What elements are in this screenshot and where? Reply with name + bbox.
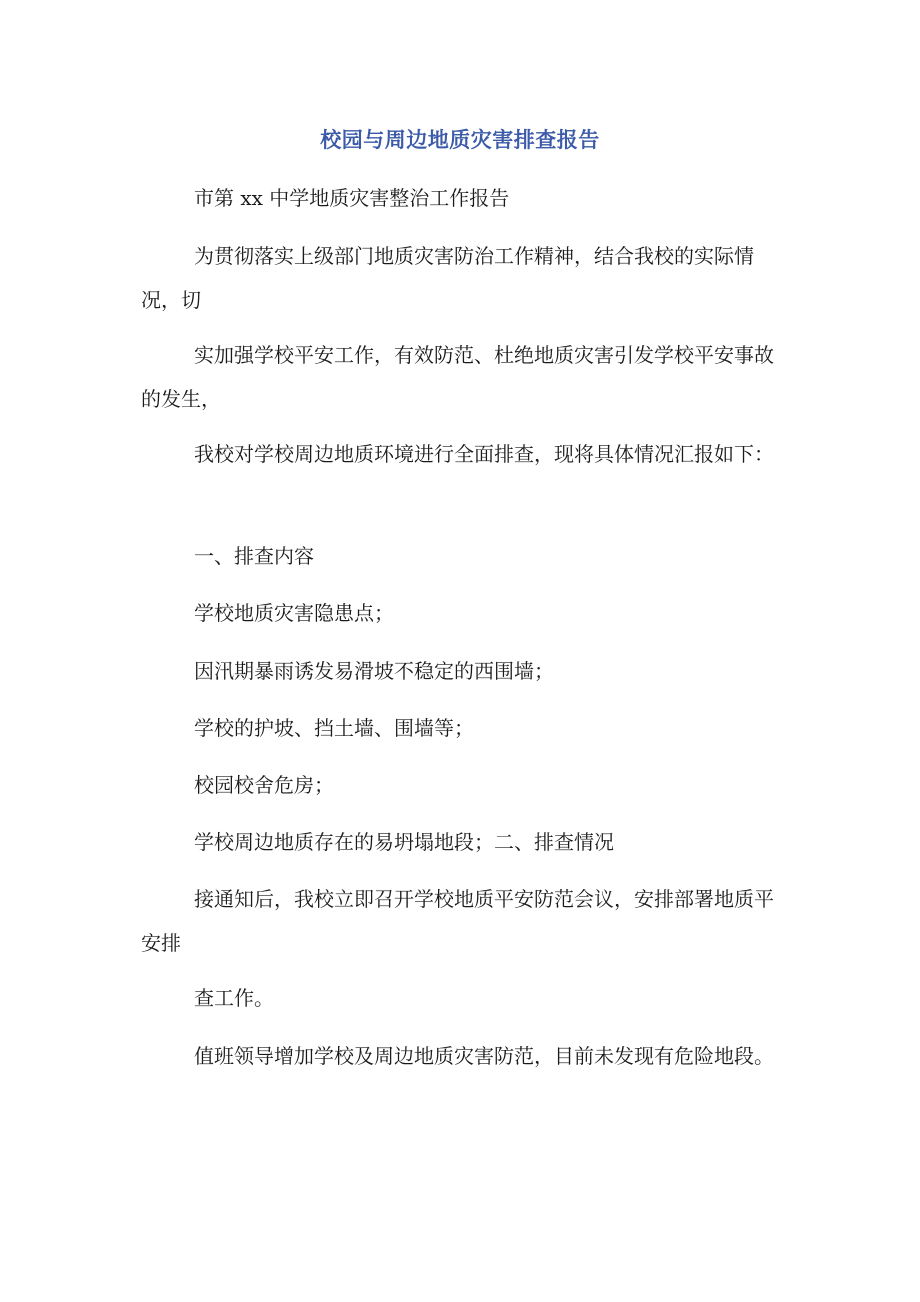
section-heading-inspection-content: 一、排查内容 (194, 544, 314, 568)
paragraph-inspection-1: 接通知后，我校立即召开学校地质平安防范会议，安排部署地质平安排 (141, 887, 774, 955)
document-title: 校园与周边地质灾害排查报告 (320, 128, 600, 152)
list-item: 学校的护坡、挡土墙、围墙等； (194, 716, 474, 740)
paragraph-intro-3: 我校对学校周边地质环境进行全面排查，现将具体情况汇报如下： (194, 442, 774, 466)
paragraph-report-name: 市第 xx 中学地质灾害整治工作报告 (194, 186, 510, 210)
list-item: 因汛期暴雨诱发易滑坡不稳定的西围墙； (194, 659, 554, 683)
paragraph-inspection-2: 查工作。 (194, 986, 274, 1010)
list-item: 学校周边地质存在的易坍塌地段；二、排查情况 (194, 830, 614, 854)
list-item: 校园校舍危房； (194, 773, 334, 797)
paragraph-intro-2: 实加强学校平安工作，有效防范、杜绝地质灾害引发学校平安事故的发生， (141, 343, 774, 411)
paragraph-inspection-3: 值班领导增加学校及周边地质灾害防范，目前未发现有危险地段。 (194, 1044, 774, 1068)
paragraph-intro-1: 为贯彻落实上级部门地质灾害防治工作精神，结合我校的实际情况，切 (141, 244, 754, 312)
list-item: 学校地质灾害隐患点； (194, 601, 394, 625)
